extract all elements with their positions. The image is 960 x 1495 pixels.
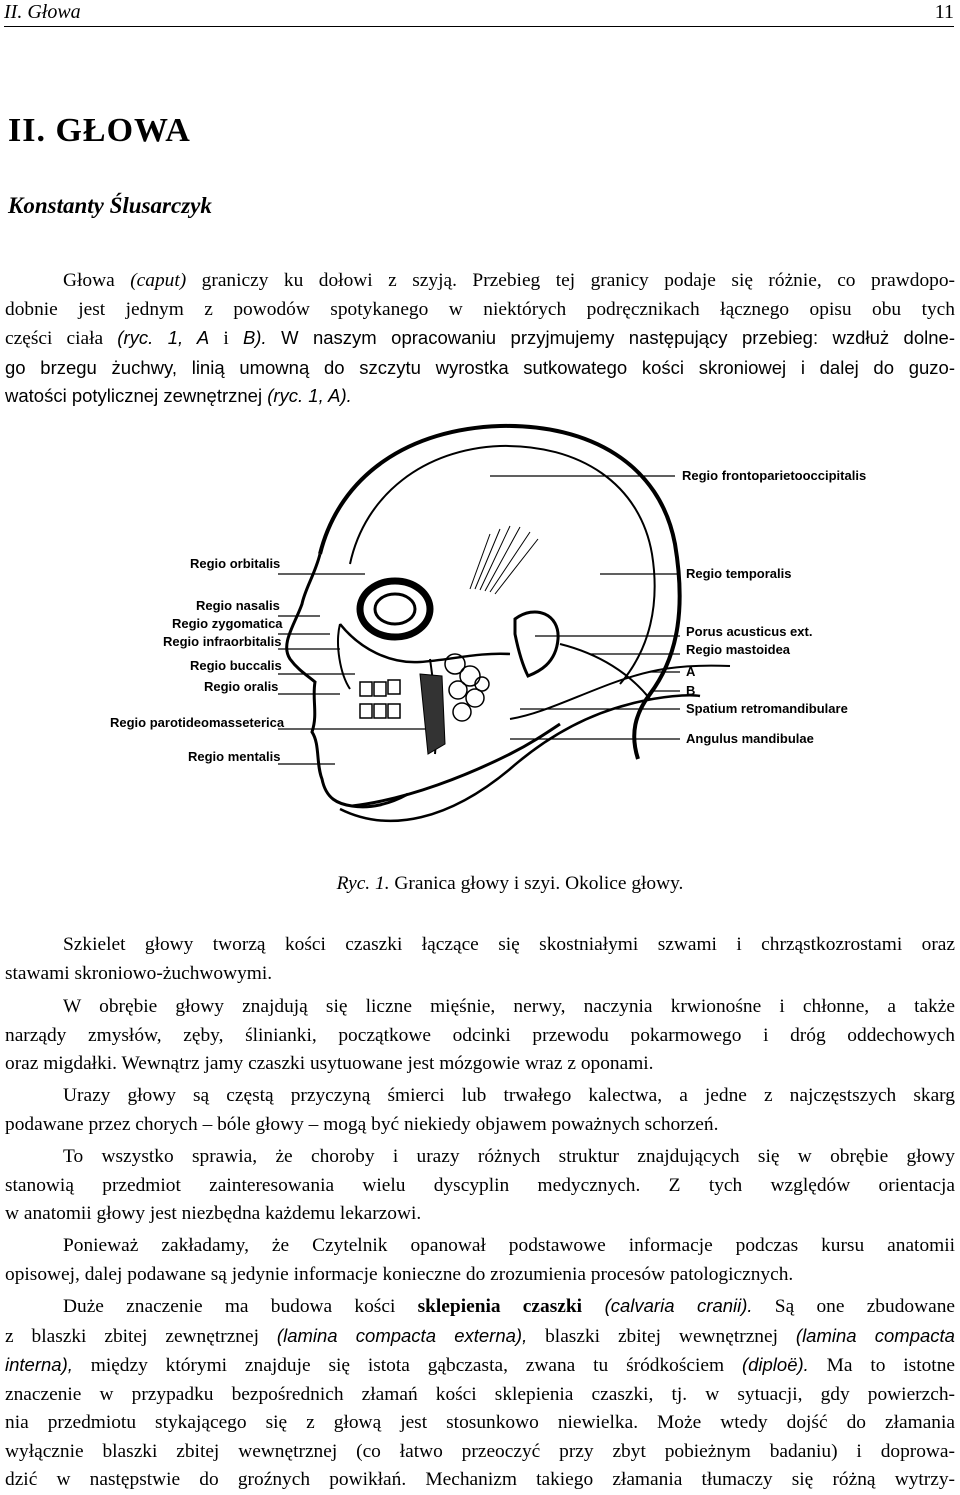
text-line: watości potylicznej zewnętrznej (ryc. 1, A). (5, 385, 352, 406)
text-line: części ciała (ryc. 1, A i B). W naszym opracowaniu przyjmujemy następujący przebieg: wzdłuż dolne- (5, 327, 955, 349)
chapter-title: II. Głowa (4, 1, 81, 23)
text-line: z blaszki zbitej zewnętrznej (lamina compacta externa), blaszki zbitej wewnętrznej (lamina compacta (5, 1324, 955, 1347)
label-regio-oralis: Regio oralis (204, 679, 279, 694)
label-regio-buccalis: Regio buccalis (190, 658, 282, 673)
intro-paragraph (5, 267, 955, 411)
paragraph-6 (5, 1292, 955, 1495)
label-regio-nasalis: Regio nasalis (196, 598, 280, 613)
author-name: Konstanty Ślusarczyk (8, 193, 212, 218)
text-line: narządy zmysłów, zęby, ślinianki, początkowe odcinki przewodu pokarmowego i dróg oddechowych (5, 1024, 955, 1046)
label-angulus-mandibulae: Angulus mandibulae (686, 731, 814, 746)
label-regio-orbitalis: Regio orbitalis (190, 556, 281, 571)
text-line: Szkielet głowy tworzą kości czaszki łączące się skostniałymi szwami i chrząstkozrostami oraz (63, 934, 955, 955)
figure-head-regions (90, 414, 870, 864)
label-regio-mastoidea: Regio mastoidea (686, 642, 791, 657)
paragraph-4 (5, 1143, 955, 1229)
text-line: oraz migdałki. Wewnątrz jamy czaszki usytuowane jest mózgowie wraz z oponami. (5, 1053, 654, 1074)
running-head (4, 0, 954, 27)
page-number: 11 (934, 1, 954, 23)
head-diagram (90, 414, 870, 864)
text-line: Ponieważ zakładamy, że Czytelnik opanował podstawowe informacje podczas kursu anatomii (63, 1235, 955, 1256)
label-regio-zygomatica: Regio zygomatica (172, 616, 283, 631)
paragraph-1 (5, 931, 955, 988)
text-line: znaczenie w przypadku bezpośrednich złamań kości sklepienia czaszki, tj. w sytuacji, gdy powierzch- (5, 1383, 955, 1405)
chapter-heading: II. GŁOWA (8, 112, 191, 149)
text-line: go brzegu żuchwy, linią umowną do szczytu wyrostka sutkowatego kości skroniowej i dalej do guzo- (5, 356, 955, 378)
label-A: A (686, 664, 696, 679)
text-line: interna), między którymi znajduje się istota gąbczasta, zwana tu śródkościem (diploë). Ma to istotne (5, 1354, 955, 1376)
text-line: dobnie jest jednym z powodów spotykanego w niektórych podręcznikach łącznego opisu obu tych (5, 298, 955, 320)
text-line: W obrębie głowy znajdują się liczne mięśnie, nerwy, naczynia krwionośne i chłonne, a także (63, 996, 955, 1017)
text-line: w anatomii głowy jest niezbędna każdemu lekarzowi. (5, 1203, 422, 1224)
text-line: dzić w następstwie do groźnych powikłań. Mechanizm takiego złamania tłumaczy się różną wytrzy- (5, 1469, 955, 1490)
text-line: To wszystko sprawia, że choroby i urazy różnych struktur znajdujących się w obrębie głowy (63, 1146, 955, 1167)
jaw-line (352, 724, 560, 806)
text-line: Urazy głowy są częstą przyczyną śmierci lub trwałego kalectwa, a jedne z najczęstszych skarg (63, 1085, 955, 1106)
label-spatium-retromandibulare: Spatium retromandibulare (686, 701, 848, 716)
text-line: stawami skroniowo-żuchwowymi. (5, 962, 273, 984)
paragraph-3 (5, 1082, 955, 1139)
label-regio-frontoparietooccipitalis: Regio frontoparietooccipitalis (682, 468, 867, 483)
label-porus-acusticus: Porus acusticus ext. (686, 624, 813, 639)
text-line: podawane przez chorych – bóle głowy – mogą być niekiedy objawem poważnych schorzeń. (5, 1113, 719, 1135)
text-line: Głowa (caput) graniczy ku dołowi z szyją. Przebieg tej granicy podaje się różnie, co prawdopo- (63, 270, 955, 291)
figure-caption: Ryc. 1. Granica głowy i szyi. Okolice głowy. (336, 873, 684, 894)
temporal-striations (470, 526, 538, 594)
text-line: Duże znaczenie ma budowa kości sklepienia czaszki (calvaria cranii). Są one zbudowane (63, 1295, 955, 1317)
label-regio-temporalis: Regio temporalis (686, 566, 792, 581)
text-line: stanowią przedmiot zainteresowania wielu dyscyplin medycznych. Z tych względów orientacja (5, 1174, 955, 1196)
label-B: B (686, 683, 696, 698)
text-line: wyłącznie blaszki zbitej wewnętrznej (co łatwo przeoczyć przy zbyt pobieżnym badaniu) i doprowa- (5, 1440, 955, 1462)
text-line: opisowej, dalej podawane są jedynie informacje konieczne do zrozumienia procesów patologicznych. (5, 1263, 794, 1285)
label-regio-parotideomasseterica: Regio parotideomasseterica (110, 715, 285, 730)
label-regio-infraorbitalis: Regio infraorbitalis (163, 634, 282, 649)
parotid-gland (445, 654, 489, 721)
skull-inner (350, 446, 655, 684)
ear (515, 612, 558, 676)
paragraph-5 (5, 1232, 955, 1289)
teeth (360, 680, 400, 718)
label-regio-mentalis: Regio mentalis (188, 749, 281, 764)
text-line: nia przedmiotu stykającego się z głową jest stosunkowo niewielka. Może wtedy dojść do złamania (5, 1412, 955, 1433)
paragraph-2 (5, 993, 955, 1079)
